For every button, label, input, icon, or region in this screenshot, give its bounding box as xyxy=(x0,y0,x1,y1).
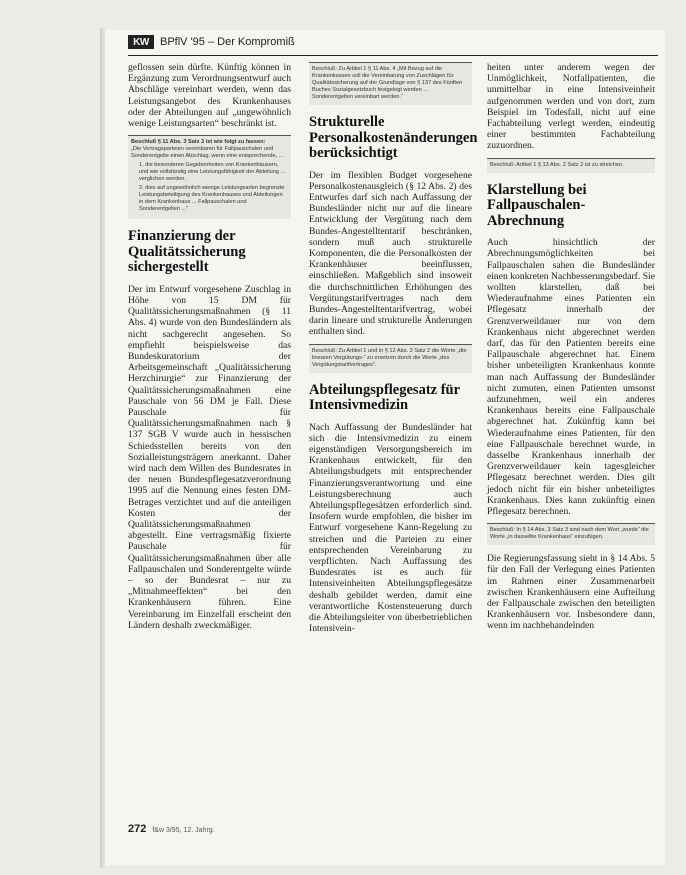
running-header xyxy=(128,34,295,50)
page-footer xyxy=(128,823,215,835)
journal-logo: KW xyxy=(128,35,154,49)
paragraph: Die Regierungsfassung sieht in § 14 Abs. 5 für den Fall der Verlegung eines Patienten im Rahmen einer Zusammenarbeit zwischen Krankenhäusern eine Aufteilung der Fallpauschale zwischen den beteiligten Krankenhäusern vor. Insbesondere dann, wenn im nachbehandelnden xyxy=(487,553,655,632)
section-heading: Klarstellung bei Fallpauschalen-Abrechnung xyxy=(487,181,587,229)
header-rule xyxy=(128,55,658,56)
resolution-box: Beschluß: In § 14 Abs. 3 Satz 3 sind nach dem Wort „wurde“ die Worte „in dasselbe Krankenhaus“ einzufügen. xyxy=(487,523,655,545)
paragraph: Der im flexiblen Budget vorgesehene Personalkostenausgleich (§ 12 Abs. 2) des Entwurfes darf sich nach Auffassung der Bundesländer nicht nur auf die lineare Entwicklung der Vergütung nach dem Bundes-Angestelltentarif beschränken, sondern muß auch strukturelle Komponenten, die die Personalkosten der Krankenhäuser beeinflussen, einschließen. Maßgeblich sind insoweit die durchschnittlichen Erhöhungen des Vergütungstarifvertrages nach dem Bundes-Angestelltentarifvertrag, wobei darin lineare und strukturelle Änderungen enthalten sind. xyxy=(309,169,472,338)
section-heading: Abteilungspflegesatz für Intensivmedizin xyxy=(309,381,460,414)
journal-source: f&w 3/95, 12. Jahrg. xyxy=(152,827,215,834)
section-heading: Finanzierung der Qualitätssicherung sichergestellt xyxy=(128,228,246,276)
paragraph: Auch hinsichtlich der Abrechnungsmöglichkeiten bei Fallpauschalen sahen die Bundesländer einen konkreten Nachbesserungsbedarf. Sie wollten klarstellen, daß bei Wiederaufnahme eines Patienten ein Pflegesatz innerhalb der Grenzverweildauer nur von dem Krankenhaus nicht abgerechnet werden darf, das für den Patienten bereits eine Fallpauschale abgerechnet hat. Einem bisher unbeteiligten Krankenhaus konnte man nach Auffassung der Bundesländer nicht zumuten, einen Patienten umsonst aufzunehmen, weil ein anderes Krankenhaus bereits eine Fallpauschale abgerechnet hat. Zukünftig kann bei Wiederaufnahme eines Patienten, für den eine Fallpauschale berechnet wurde, in dasselbe Krankenhaus innerhalb der Grenzverweildauer kein tagesgleicher Pflegesatz berechnet werden. Dies gilt jedoch nicht für ein bisher unbeteiligtes Krankenhaus. Dies kann zukünftig einen Pflegesatz berechnen. xyxy=(487,237,655,517)
section-heading: Strukturelle Personalkostenänderungen berücksichtigt xyxy=(309,114,478,161)
resolution-item: 1. die besonderen Gegebenheiten von Krankenhäusern, und wie vollständig eine Leistungsfähigkeit der Abteilung ... verglichen werden. xyxy=(139,162,286,183)
paragraph: Der im Entwurf vorgesehene Zuschlag in Höhe von 15 DM für Qualitätssicherungsmaßnahmen (§ 11 Abs. 4) wurde von den Bundesländern als nicht sachgerecht angesehen. So empfiehlt beispielsweise das Bundeskuratorium der Arbeitsgemeinschaft „Qualitätssicherung Herzchirurgie“ zur Finanzierung der Qualitätssicherungsmaßnahmen eine Pauschale von 56 DM je Fall. Diese Pauschale für Qualitätssicherungsmaßnahmen nach § 137 SGB V wurde auch in hessischen Schiedsstellen bereits von den Sozialleistungsträgern anerkannt. Daher wird nach dem Willen des Bundesrates in der neuen Bundespflegesatzverordnung 1995 auf die Nennung eines festen DM-Betrages verzichtet und auf die anteiligen Kosten der Qualitätssicherungsmaßnahmen abgestellt. Eine vertragsmäßig fixierte Pauschale für Qualitätssicherungsmaßnahmen über alle Fallpauschalen und Sonderentgelte würde – so der Bundesrat – nur zu „Mitnahmeeffekten“ bei den Krankenhäusern führen. Eine Vereinbarung im Einzelfall erscheint den Ländern deshalb zweckmäßiger. xyxy=(128,283,291,631)
resolution-box: Beschluß: Zu Artikel 1 und in § 12 Abs. 2 Satz 2 die Worte „die linearen Vergütungs-“ zu ersetzen durch die Worte „des Vergütungstarifvertrages“. xyxy=(309,344,472,373)
running-header-title: BPflV '95 – Der Kompromiß xyxy=(160,36,295,48)
column-3 xyxy=(487,62,655,634)
column-2 xyxy=(309,62,478,636)
page-number: 272 xyxy=(128,823,147,835)
resolution-text: „Die Vertragsparteien vereinbaren für Fallpauschalen und Sonderentgelte einen Abschlag, wenn eine entsprechende, ... xyxy=(131,146,284,160)
resolution-head: Beschluß § 11 Abs. 3 Satz 3 ist wie folgt zu fassen: xyxy=(131,139,266,146)
resolution-box xyxy=(128,135,291,219)
resolution-box: Beschluß: Zu Artikel 1 § 11 Abs. 4 „Mit Bezug auf die Krankenkassen soll die Vereinbarung von Zuschlägen für Qualitätssicherung auf der Grundlage von § 137 des Fünften Buches Sozialgesetzbuch festgelegt werden ... Sonderentgelten vereinbart werden.“ xyxy=(309,62,472,105)
resolution-box: Beschluß: Artikel 1 § 13 Abs. 2 Satz 2 ist zu streichen. xyxy=(487,158,655,173)
column-1 xyxy=(128,62,291,633)
paragraph: heiten unter anderem wegen der Unmöglichkeit, Notfallpatienten, die unmittelbar in eine Intensiveinheit aufgenommen werden und von dort, zum Beispiel im Todesfall, nicht auf eine Fachabteilung verlegt werden, eindeutig einer bestimmten Fachabteilung zuzuordnen. xyxy=(487,62,655,152)
paragraph: geflossen sein dürfte. Künftig können in Ergänzung zum Verordnungsentwurf auch Abschläge vereinbart werden, wenn das Leistungsangebot des Krankenhauses oder der Abteilungen auf „ungewöhnlich wenige Leistungsarten“ beschränkt ist. xyxy=(128,62,291,130)
resolution-item: 2. dies auf ungewöhnlich wenige Leistungsarten begrenzte Leistungsbeteiligung des Krankenhauses und Abteilungen in dem Krankenhaus ... Fallpauschalen und Sonderentgelten ...“ xyxy=(139,185,285,213)
paragraph: Nach Auffassung der Bundesländer hat sich die Intensivmedizin zu einem eigenständigen Versorgungsbereich im Krankenhaus entwickelt, für den Abteilungsbudgets mit entsprechender Finanzierungsverantwortung und eine Leistungsberechnung auch Abteilungspflegesätzen erforderlich sind. Insofern wurde empfohlen, die bisher im Entwurf vorgesehene Kann-Regelung zu streichen und die Parteien zu einer entsprechenden Vereinbarung zu verpflichten. Nach Auffassung des Bundesrates ist es auch für Intensiveinheiten Abteilungspflegesätze deshalb gebildet werden, damit eine verantwortliche Kostensteuerung durch die Abteilungsleiter von überbetrieblichen Intensivein- xyxy=(309,421,472,635)
